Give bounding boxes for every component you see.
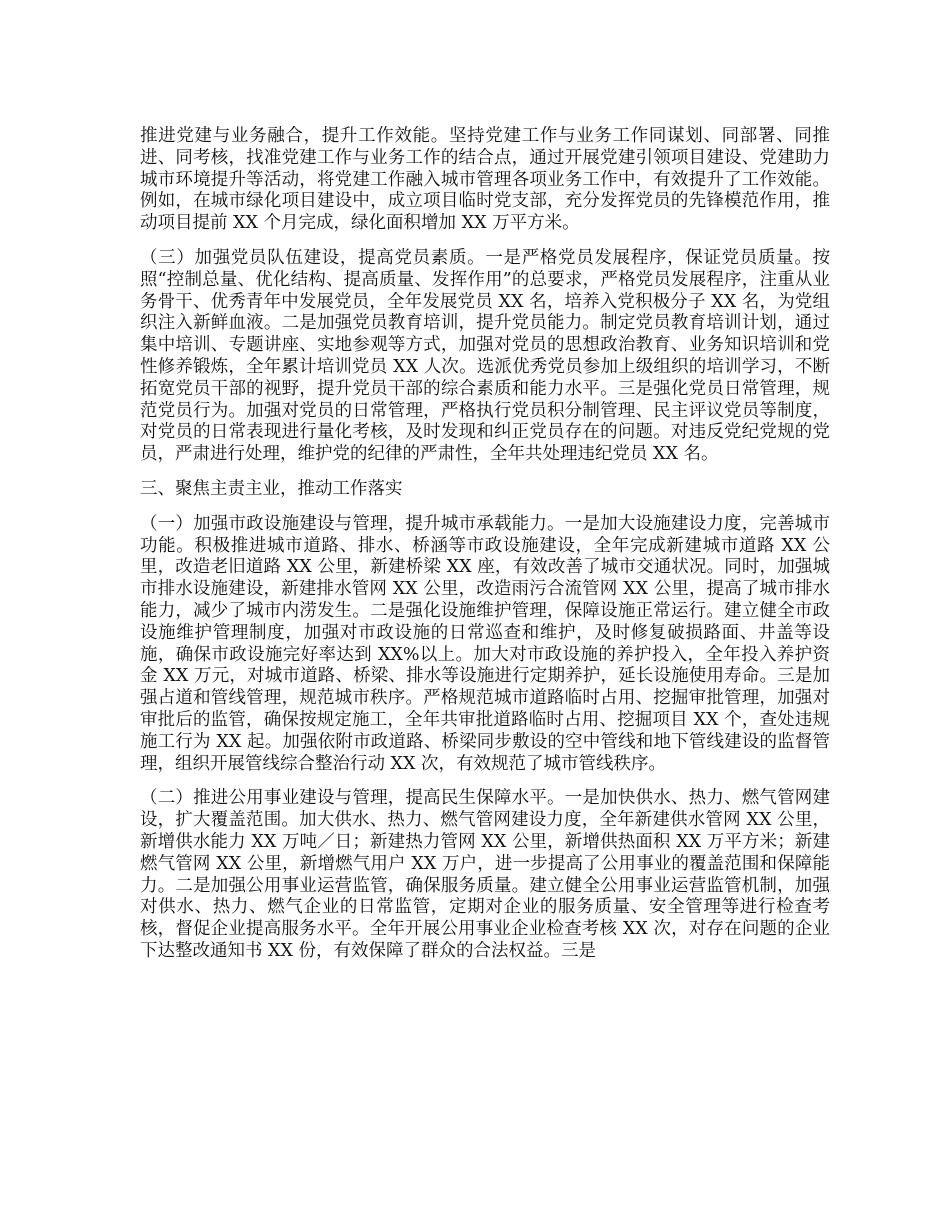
section-heading: 三、聚焦主责主业，推动工作落实	[140, 478, 403, 499]
paragraph-party-member-team: （三）加强党员队伍建设，提高党员素质。一是严格党员发展程序，保证党员质量。按照“控制总量、优化结构、提高质量、发挥作用”的总要求，严格党员发展程序，注重从业务骨干、优秀青年中发展党员，全年发展党员 XX 名，培养入党积极分子 XX 名，为党组织注入新鲜血液。二是加强党员教育培训，提升党员能力。制定党员教育培训计划，通过集中培训、专题讲座、实地参观等方式，加强对党员的思想政治教育、业务知识培训和党性修养锻炼，全年累计培训党员 XX 人次。选派优秀党员参加上级组织的培训学习，不断拓宽党员干部的视野，提升党员干部的综合素质和能力水平。三是强化党员日常管理，规范党员行为。加强对党员的日常管理，严格执行党员积分制管理、民主评议党员等制度，对党员的日常表现进行量化考核，及时发现和纠正党员存在的问题。对违反党纪党规的党员，严肃进行处理，维护党的纪律的严肃性，全年共处理违纪党员 XX 名。	[140, 247, 830, 465]
document-body	[140, 126, 830, 976]
paragraph-public-utilities: （二）推进公用事业建设与管理，提高民生保障水平。一是加快供水、热力、燃气管网建设，扩大覆盖范围。加大供水、热力、燃气管网建设力度，全年新建供水管网 XX 公里，新增供水能力 XX 万吨／日；新建热力管网 XX 公里，新增供热面积 XX 万平方米；新建燃气管网 XX 公里，新增燃气用户 XX 万户，进一步提高了公用事业的覆盖范围和保障能力。二是加强公用事业运营监管，确保服务质量。建立健全公用事业运营监管机制，加强对供水、热力、燃气企业的日常监管，定期对企业的服务质量、安全管理等进行检查考核，督促企业提高服务水平。全年开展公用事业企业检查考核 XX 次，对存在问题的企业下达整改通知书 XX 份，有效保障了群众的合法权益。三是	[140, 788, 830, 961]
paragraph-party-business-integration: 推进党建与业务融合，提升工作效能。坚持党建工作与业务工作同谋划、同部署、同推进、同考核，找准党建工作与业务工作的结合点，通过开展党建引领项目建设、党建助力城市环境提升等活动，将党建工作融入城市管理各项业务工作中，有效提升了工作效能。例如，在城市绿化项目建设中，成立项目临时党支部，充分发挥党员的先锋模范作用，推动项目提前 XX 个月完成，绿化面积增加 XX 万平方米。	[140, 126, 830, 234]
paragraph-municipal-facilities: （一）加强市政设施建设与管理，提升城市承载能力。一是加大设施建设力度，完善城市功能。积极推进城市道路、排水、桥涵等市政设施建设，全年完成新建城市道路 XX 公里，改造老旧道路 XX 公里，新建桥梁 XX 座，有效改善了城市交通状况。同时，加强城市排水设施建设，新建排水管网 XX 公里，改造雨污合流管网 XX 公里，提高了城市排水能力，减少了城市内涝发生。二是强化设施维护管理，保障设施正常运行。建立健全市政设施维护管理制度，加强对市政设施的日常巡查和维护，及时修复破损路面、井盖等设施，确保市政设施完好率达到 XX%以上。加大对市政设施的养护投入，全年投入养护资金 XX 万元，对城市道路、桥梁、排水等设施进行定期养护，延长设施使用寿命。三是加强占道和管线管理，规范城市秩序。严格规范城市道路临时占用、挖掘审批管理，加强对审批后的监管，确保按规定施工，全年共审批道路临时占用、挖掘项目 XX 个，查处违规施工行为 XX 起。加强依附市政道路、桥梁同步敷设的空中管线和地下管线建设的监督管理，组织开展管线综合整治行动 XX 次，有效规范了城市管线秩序。	[140, 513, 830, 774]
